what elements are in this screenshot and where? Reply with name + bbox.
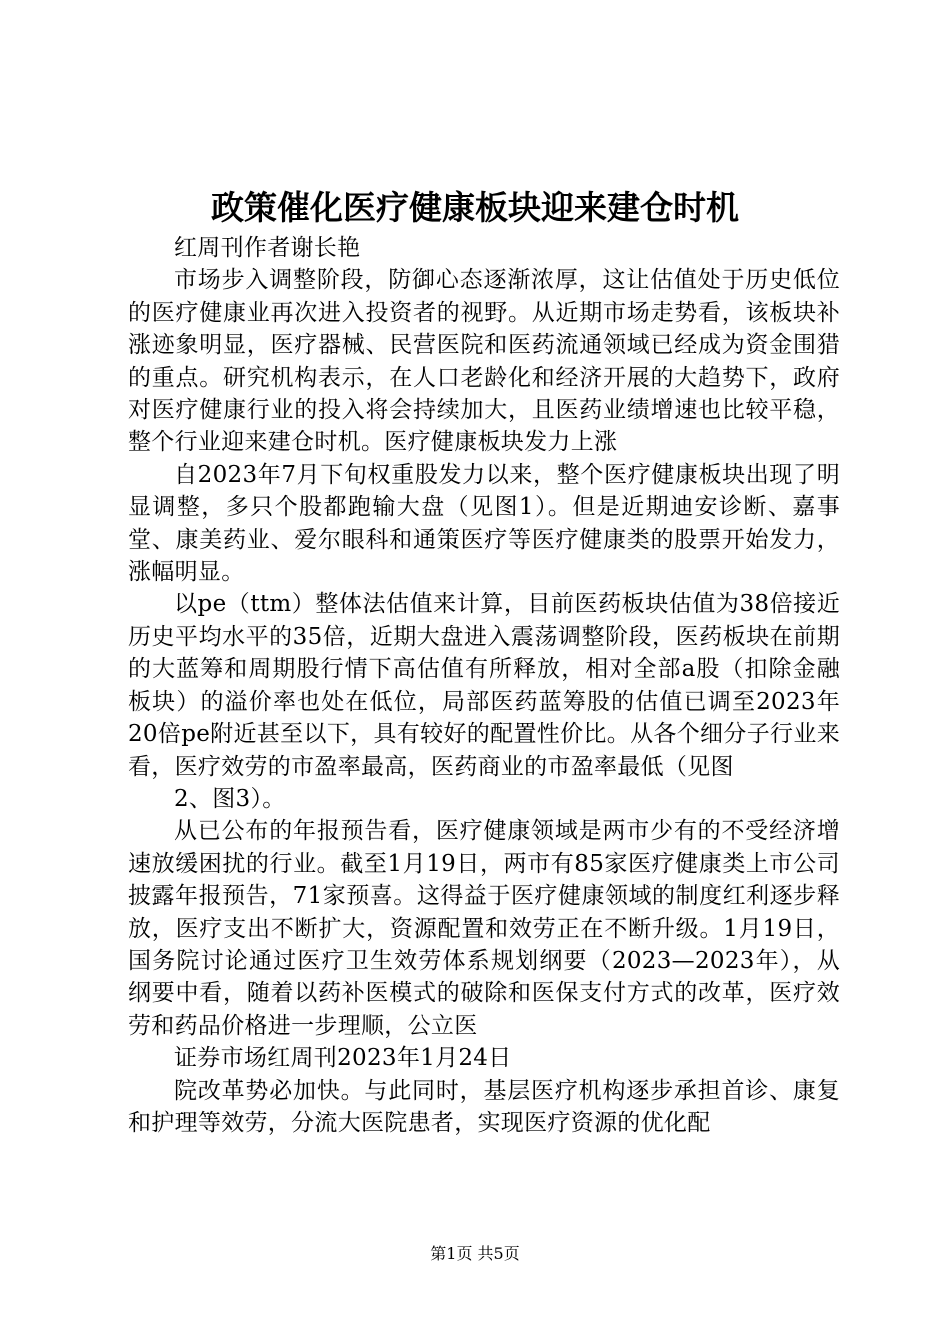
- source-line: 证券市场红周刊2023年1月24日: [174, 1045, 512, 1072]
- byline: 红周刊作者谢长艳: [174, 235, 361, 261]
- document-title: 政策催化医疗健康板块迎来建仓时机: [211, 188, 739, 227]
- document-body: [128, 232, 840, 1139]
- page-footer: 第1页 共5页: [430, 1244, 520, 1263]
- paragraph: 以pe（ttm）整体法估值来计算，目前医药板块估值为38倍接近历史平均水平的35倍，近期大盘进入震荡调整阶段，医药板块在前期的大蓝筹和周期股行情下高估值有所释放，相对全部a股（扣除金融板块）的溢价率也处在低位，局部医药蓝筹股的估值已调至2023年20倍pe附近甚至以下，具有较好的配置性价比。从各个细分子行业来看，医疗效劳的市盈率最高，医药商业的市盈率最低（见图: [128, 591, 840, 780]
- paragraph: 自2023年7月下旬权重股发力以来，整个医疗健康板块出现了明显调整，多只个股都跑输大盘（见图1）。但是近期迪安诊断、嘉事堂、康美药业、爱尔眼科和通策医疗等医疗健康类的股票开始发力，涨幅明显。: [128, 461, 840, 586]
- paragraph: 院改革势必加快。与此同时，基层医疗机构逐步承担首诊、康复和护理等效劳，分流大医院患者，实现医疗资源的优化配: [128, 1077, 840, 1136]
- paragraph: 从已公布的年报预告看，医疗健康领域是两市少有的不受经济增速放缓困扰的行业。截至1月19日，两市有85家医疗健康类上市公司披露年报预告，71家预喜。这得益于医疗健康领域的制度红利逐步释放，医疗支出不断扩大，资源配置和效劳正在不断升级。1月19日，国务院讨论通过医疗卫生效劳体系规划纲要（2023—2023年），从纲要中看，随着以药补医模式的破除和医保支付方式的改革，医疗效劳和药品价格进一步理顺，公立医: [128, 818, 840, 1039]
- paragraph: 市场步入调整阶段，防御心态逐渐浓厚，这让估值处于历史低位的医疗健康业再次进入投资者的视野。从近期市场走势看，该板块补涨迹象明显，医疗器械、民营医院和医药流通领域已经成为资金围猎的重点。研究机构表示，在人口老龄化和经济开展的大趋势下，政府对医疗健康行业的投入将会持续加大，且医药业绩增速也比较平稳，整个行业迎来建仓时机。医疗健康板块发力上涨: [128, 267, 840, 456]
- paragraph: 2、图3）。: [174, 785, 286, 812]
